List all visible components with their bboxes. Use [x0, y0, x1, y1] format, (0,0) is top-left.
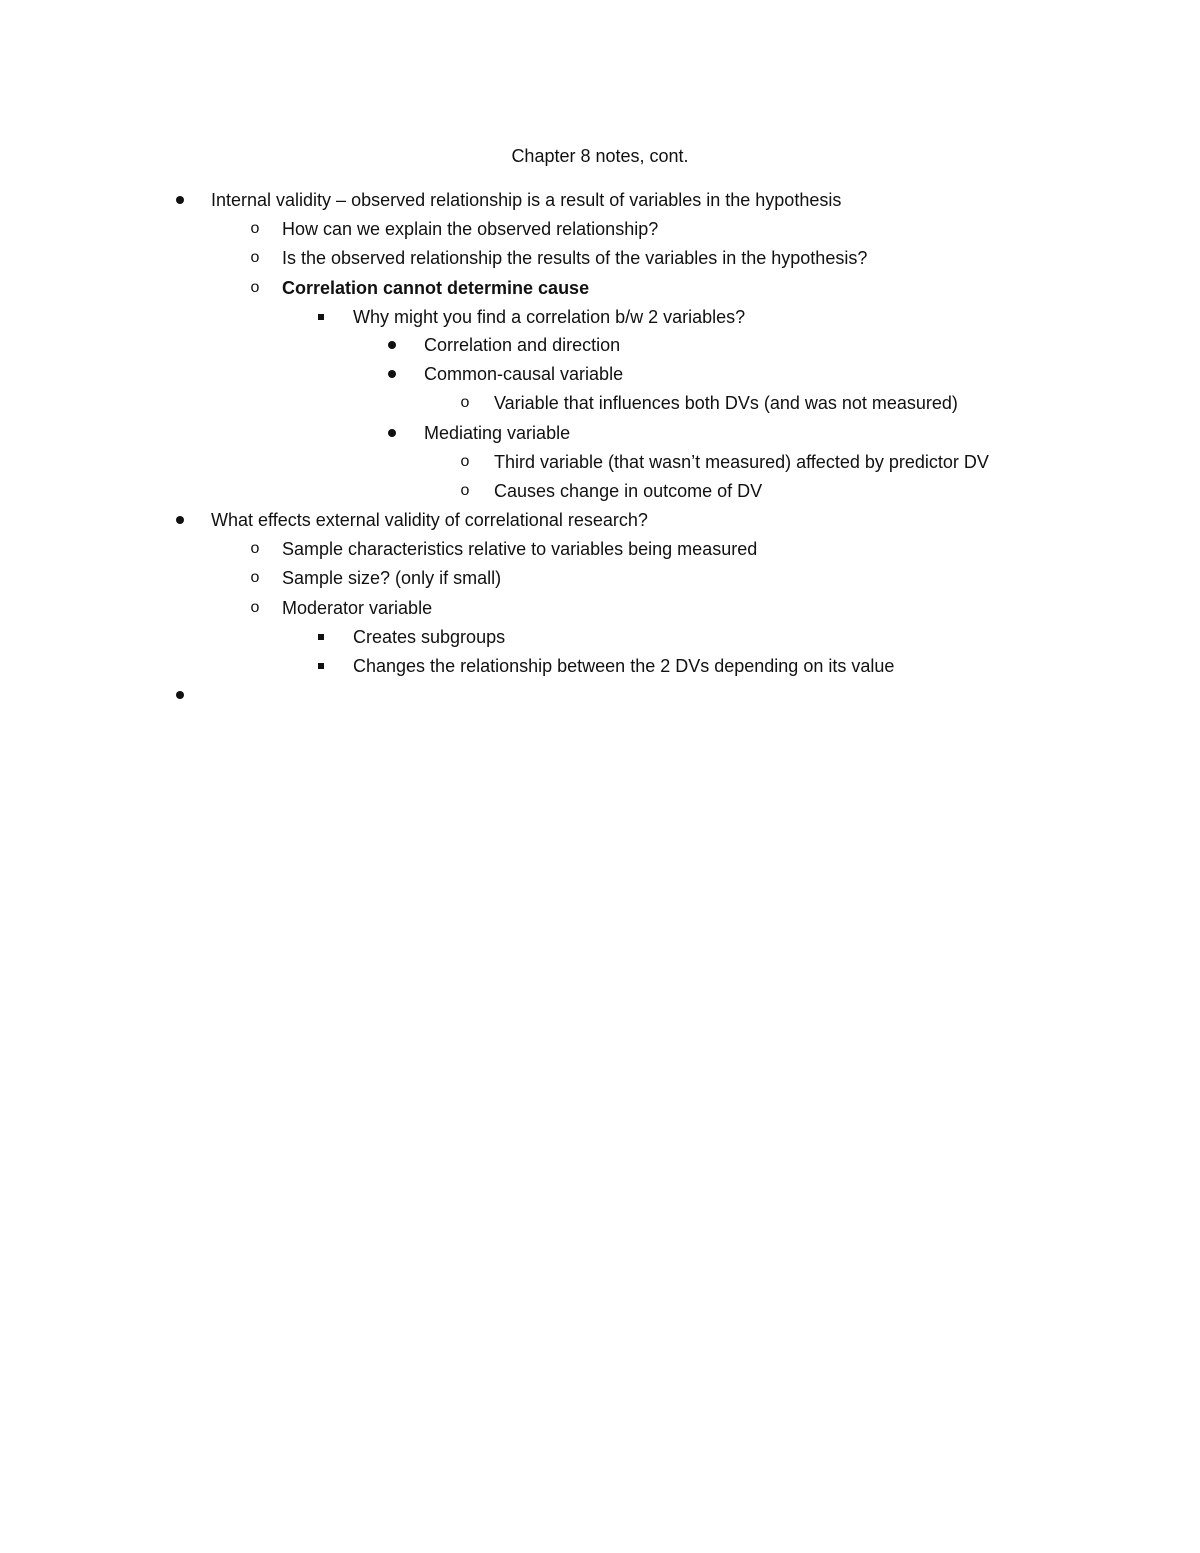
list-item-text: What effects external validity of correlational research?	[211, 510, 648, 530]
list-item-text: Sample size? (only if small)	[282, 568, 502, 588]
list-item-text: Creates subgroups	[353, 627, 506, 647]
square-bullet-icon	[311, 305, 331, 329]
list-item-text: Why might you find a correlation b/w 2 variables?	[353, 307, 746, 327]
circle-bullet-icon: o	[250, 540, 260, 557]
bullet-icon	[170, 683, 190, 707]
list-item-text: Changes the relationship between the 2 DVs depending on its value	[353, 656, 895, 676]
bullet-icon	[382, 421, 402, 445]
circle-bullet-icon: o	[250, 569, 260, 586]
circle-bullet-icon: o	[250, 249, 260, 266]
list-item-text: Common-causal variable	[424, 364, 624, 384]
square-bullet-icon	[311, 625, 331, 649]
square-bullet-icon	[311, 654, 331, 678]
circle-bullet-icon: o	[460, 482, 470, 499]
bullet-icon	[382, 362, 402, 386]
list-item-text: Moderator variable	[282, 598, 433, 618]
page-title: Chapter 8 notes, cont.	[511, 146, 689, 166]
circle-bullet-icon: o	[460, 394, 470, 411]
list-item-text: Third variable (that wasn’t measured) affected by predictor DV	[494, 452, 989, 472]
circle-bullet-icon: o	[250, 279, 260, 296]
circle-bullet-icon: o	[250, 599, 260, 616]
circle-bullet-icon: o	[250, 220, 260, 237]
list-item-text: Mediating variable	[424, 423, 571, 443]
bullet-icon	[170, 508, 190, 532]
list-item-text: How can we explain the observed relationship?	[282, 219, 659, 239]
list-item-text: Variable that influences both DVs (and was not measured)	[494, 393, 958, 413]
list-item-text: Sample characteristics relative to variables being measured	[282, 539, 758, 559]
list-item-text: Correlation and direction	[424, 335, 621, 355]
bullet-icon	[170, 188, 190, 212]
circle-bullet-icon: o	[460, 453, 470, 470]
list-item-text: Causes change in outcome of DV	[494, 481, 763, 501]
list-item-text: Internal validity – observed relationship is a result of variables in the hypothesis	[211, 190, 842, 210]
list-item-text: Is the observed relationship the results of the variables in the hypothesis?	[282, 248, 868, 268]
list-item-text: Correlation cannot determine cause	[282, 278, 590, 298]
bullet-icon	[382, 333, 402, 357]
